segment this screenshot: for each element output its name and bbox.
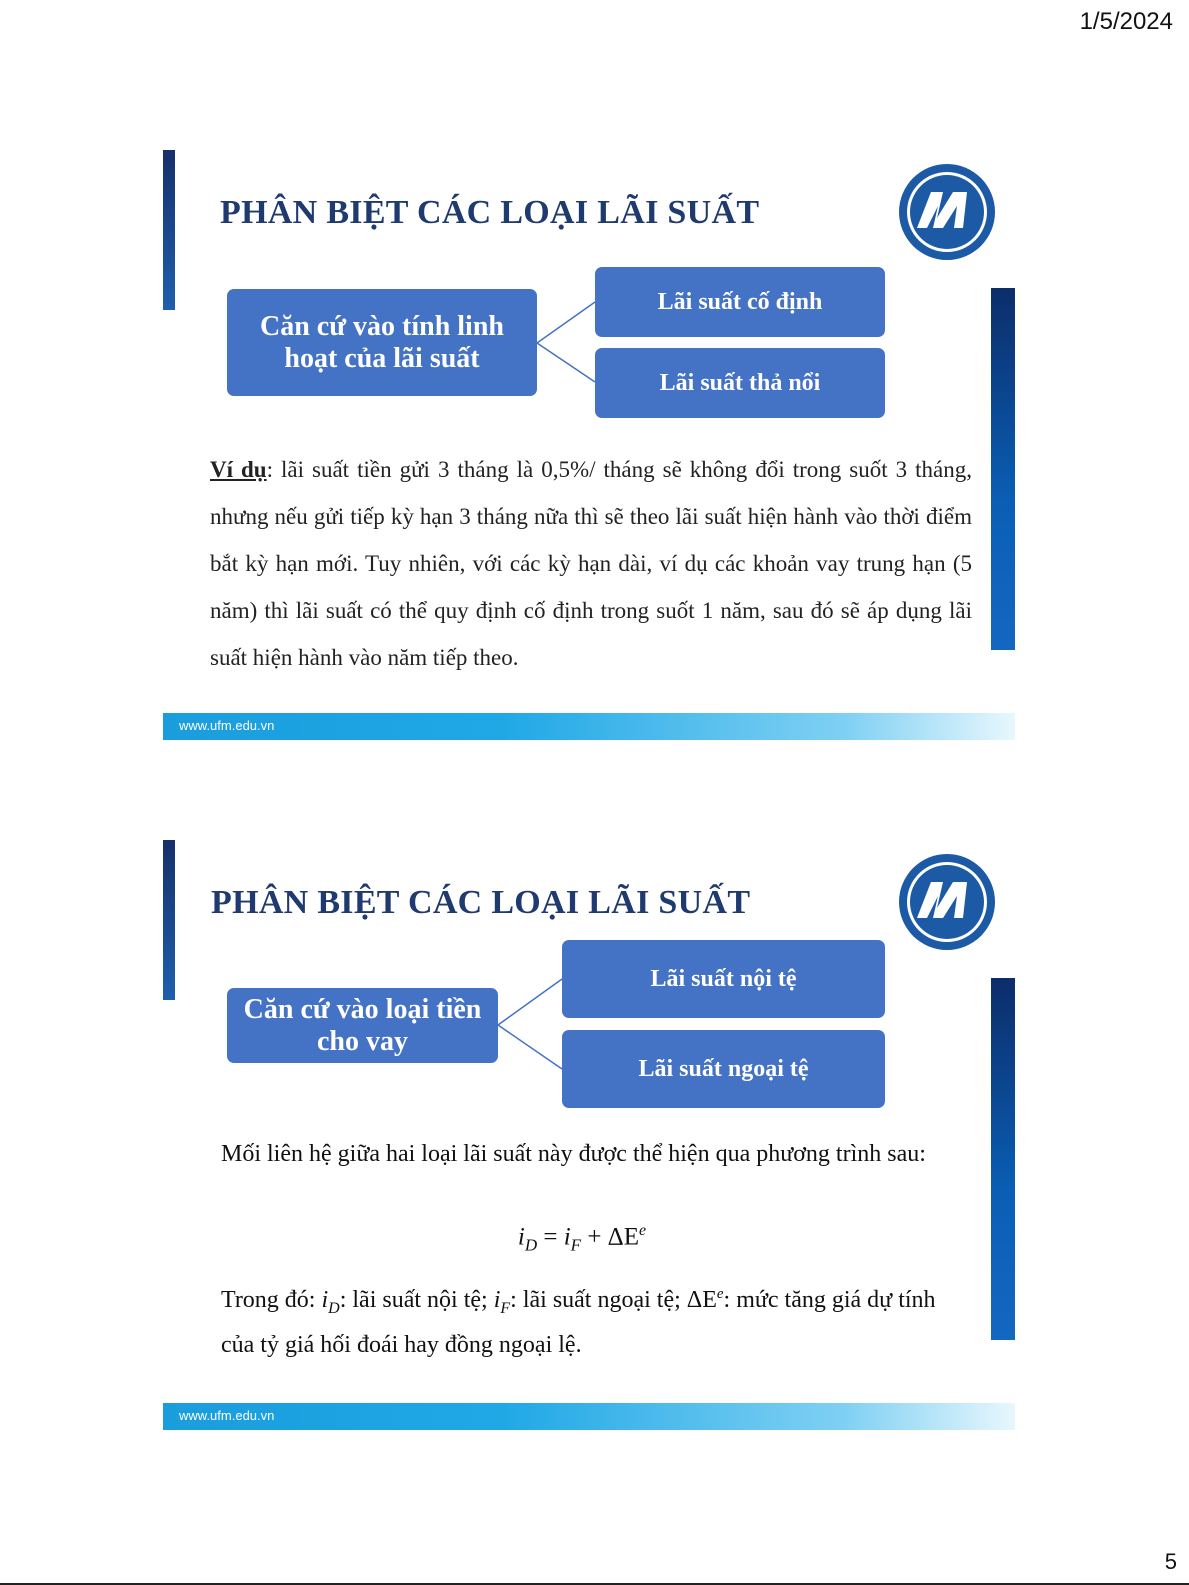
left-accent-bar [163, 840, 175, 1000]
criteria-box: Căn cứ vào tính linh hoạt của lãi suất [227, 289, 537, 396]
domestic-rate-box: Lãi suất nội tệ [562, 940, 885, 1018]
explain-part-3: : lãi suất ngoại tệ; ΔE [510, 1287, 717, 1313]
slide-title: PHÂN BIỆT CÁC LOẠI LÃI SUẤT [220, 194, 760, 231]
formula-sup-e: e [639, 1222, 647, 1239]
explain-i-d: i [321, 1287, 329, 1313]
example-label: Ví dụ [210, 457, 267, 482]
formula-i: i [517, 1223, 525, 1251]
slide-2 [163, 840, 1015, 1430]
explain-sup-e: e [716, 1286, 724, 1302]
foreign-rate-box: Lãi suất ngoại tệ [562, 1030, 885, 1108]
criteria-box: Căn cứ vào loại tiền cho vay [227, 988, 498, 1063]
explain-part-2: : lãi suất nội tệ; [339, 1287, 494, 1313]
slide-title: PHÂN BIỆT CÁC LOẠI LÃI SUẤT [211, 884, 751, 921]
page-date: 1/5/2024 [1079, 8, 1173, 35]
formula-plus-delta-e: + ΔE [581, 1223, 640, 1251]
page-number: 5 [1164, 1549, 1177, 1574]
formula-i-2: i [563, 1223, 571, 1251]
footer-url: www.ufm.edu.vn [179, 718, 275, 733]
right-accent-bar [991, 288, 1015, 650]
example-text: : lãi suất tiền gửi 3 tháng là 0,5%/ tháng sẽ không đổi trong suốt 3 tháng, nhưng nếu gửi tiếp kỳ hạn 3 tháng nữa thì sẽ theo lãi suất hiện hành vào thời điểm bắt kỳ hạn mới. Tuy nhiên, với các kỳ hạn dài, ví dụ các khoản vay trung hạn (5 năm) thì lãi suất có thể quy định cố định trong suốt 1 năm, sau đó sẽ áp dụng lãi suất hiện hành vào năm tiếp theo. [210, 457, 973, 670]
relation-text: Mối liên hệ giữa hai loại lãi suất này được thể hiện qua phương trình sau: [221, 1141, 926, 1167]
fixed-rate-box: Lãi suất cố định [595, 267, 885, 337]
ufm-logo-icon [897, 162, 997, 262]
footer-band [163, 1403, 1015, 1430]
explanation-text [221, 1276, 943, 1363]
explain-part-1: Trong đó: [221, 1287, 322, 1313]
explain-sub-d: D [328, 1299, 340, 1317]
example-paragraph [210, 446, 972, 681]
formula-eq: = [537, 1223, 564, 1251]
slide-1 [163, 150, 1015, 740]
explain-part-4: : mức tăng giá dự tính của tỷ giá hối đoái hay đồng ngoại lệ. [221, 1287, 936, 1358]
footer-band [163, 713, 1015, 740]
footer-url: www.ufm.edu.vn [179, 1408, 275, 1423]
interest-parity-formula [221, 1222, 943, 1255]
right-accent-bar [991, 978, 1015, 1340]
formula-sub-d: D [524, 1235, 538, 1255]
formula-sub-f: F [570, 1235, 582, 1255]
explain-i-f: i [493, 1287, 501, 1313]
ufm-logo-icon [897, 852, 997, 952]
explain-sub-f: F [500, 1299, 511, 1317]
left-accent-bar [163, 150, 175, 310]
floating-rate-box: Lãi suất thả nổi [595, 348, 885, 418]
